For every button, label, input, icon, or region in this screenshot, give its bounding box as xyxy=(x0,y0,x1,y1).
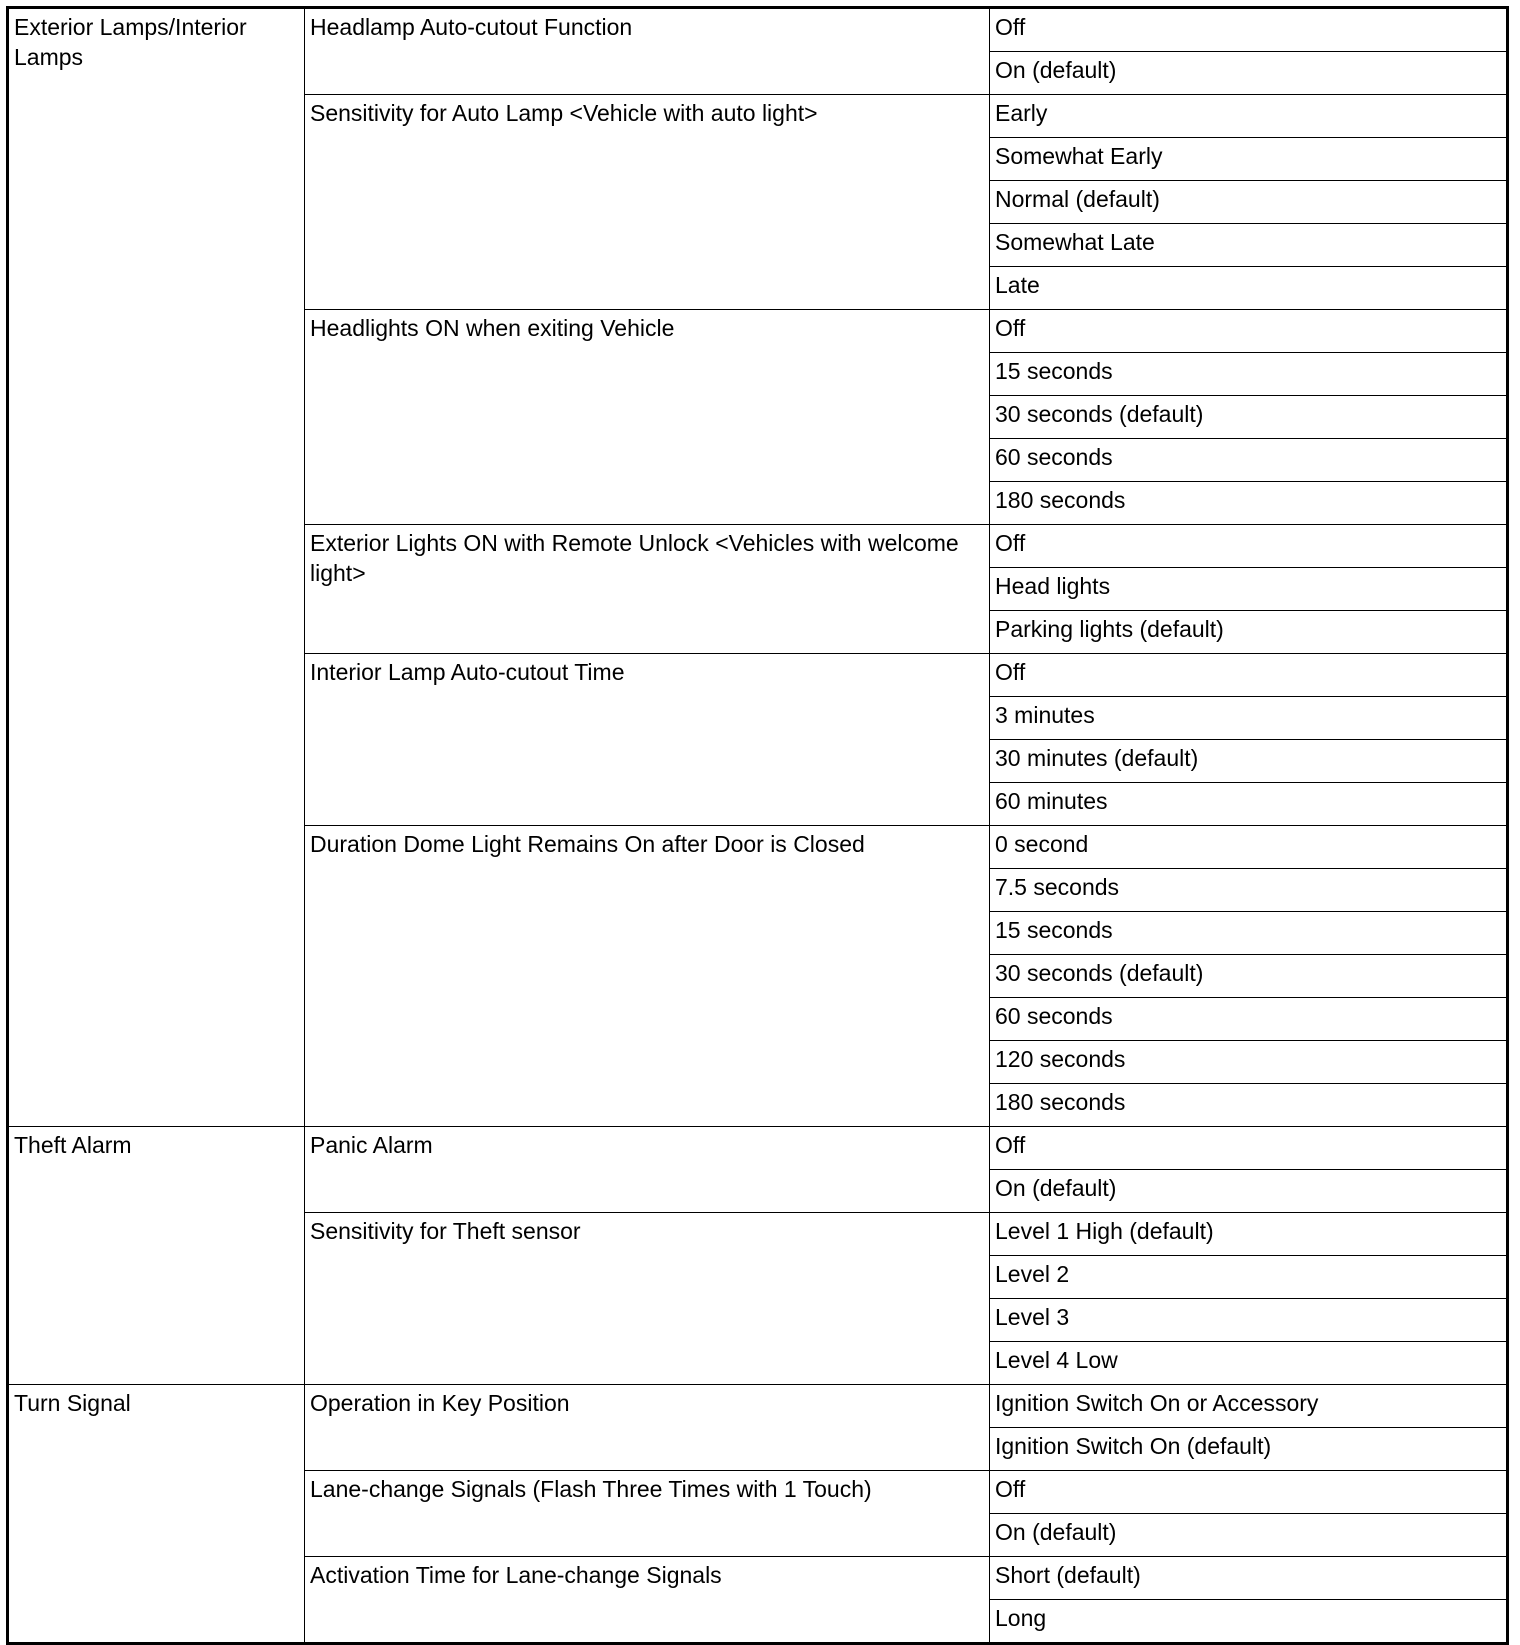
option-cell: Parking lights (default) xyxy=(990,611,1508,654)
category-cell: Turn Signal xyxy=(8,1385,305,1644)
setting-name-cell: Operation in Key Position xyxy=(305,1385,990,1471)
setting-name-cell: Interior Lamp Auto-cutout Time xyxy=(305,654,990,826)
option-cell: 3 minutes xyxy=(990,697,1508,740)
option-cell: Off xyxy=(990,8,1508,52)
setting-name-cell: Exterior Lights ON with Remote Unlock <Vehicles with welcome light> xyxy=(305,525,990,654)
option-cell: Off xyxy=(990,1471,1508,1514)
option-cell: 30 seconds (default) xyxy=(990,955,1508,998)
option-cell: Level 1 High (default) xyxy=(990,1213,1508,1256)
option-cell: 15 seconds xyxy=(990,912,1508,955)
option-cell: Off xyxy=(990,525,1508,568)
option-cell: Ignition Switch On (default) xyxy=(990,1428,1508,1471)
option-cell: Head lights xyxy=(990,568,1508,611)
option-cell: On (default) xyxy=(990,52,1508,95)
option-cell: Somewhat Early xyxy=(990,138,1508,181)
option-cell: 30 minutes (default) xyxy=(990,740,1508,783)
option-cell: Late xyxy=(990,267,1508,310)
setting-name-cell: Lane-change Signals (Flash Three Times with 1 Touch) xyxy=(305,1471,990,1557)
option-cell: On (default) xyxy=(990,1170,1508,1213)
option-cell: On (default) xyxy=(990,1514,1508,1557)
option-cell: 60 seconds xyxy=(990,998,1508,1041)
option-cell: 180 seconds xyxy=(990,1084,1508,1127)
table-body xyxy=(8,8,1508,1644)
option-cell: 60 seconds xyxy=(990,439,1508,482)
option-cell: 60 minutes xyxy=(990,783,1508,826)
option-cell: Level 2 xyxy=(990,1256,1508,1299)
option-cell: Ignition Switch On or Accessory xyxy=(990,1385,1508,1428)
option-cell: 30 seconds (default) xyxy=(990,396,1508,439)
table-row xyxy=(8,1127,1508,1170)
settings-table xyxy=(6,6,1509,1645)
option-cell: Off xyxy=(990,654,1508,697)
option-cell: Normal (default) xyxy=(990,181,1508,224)
category-cell: Exterior Lamps/Interior Lamps xyxy=(8,8,305,1127)
option-cell: 120 seconds xyxy=(990,1041,1508,1084)
option-cell: Off xyxy=(990,310,1508,353)
option-cell: 0 second xyxy=(990,826,1508,869)
setting-name-cell: Duration Dome Light Remains On after Door is Closed xyxy=(305,826,990,1127)
table-row xyxy=(8,1385,1508,1428)
category-cell: Theft Alarm xyxy=(8,1127,305,1385)
option-cell: Short (default) xyxy=(990,1557,1508,1600)
option-cell: Long xyxy=(990,1600,1508,1644)
setting-name-cell: Sensitivity for Theft sensor xyxy=(305,1213,990,1385)
option-cell: 180 seconds xyxy=(990,482,1508,525)
option-cell: Somewhat Late xyxy=(990,224,1508,267)
setting-name-cell: Headlights ON when exiting Vehicle xyxy=(305,310,990,525)
option-cell: 7.5 seconds xyxy=(990,869,1508,912)
option-cell: 15 seconds xyxy=(990,353,1508,396)
option-cell: Level 3 xyxy=(990,1299,1508,1342)
option-cell: Level 4 Low xyxy=(990,1342,1508,1385)
setting-name-cell: Sensitivity for Auto Lamp <Vehicle with auto light> xyxy=(305,95,990,310)
setting-name-cell: Panic Alarm xyxy=(305,1127,990,1213)
setting-name-cell: Headlamp Auto-cutout Function xyxy=(305,8,990,95)
table-row xyxy=(8,8,1508,52)
option-cell: Off xyxy=(990,1127,1508,1170)
setting-name-cell: Activation Time for Lane-change Signals xyxy=(305,1557,990,1644)
option-cell: Early xyxy=(990,95,1508,138)
